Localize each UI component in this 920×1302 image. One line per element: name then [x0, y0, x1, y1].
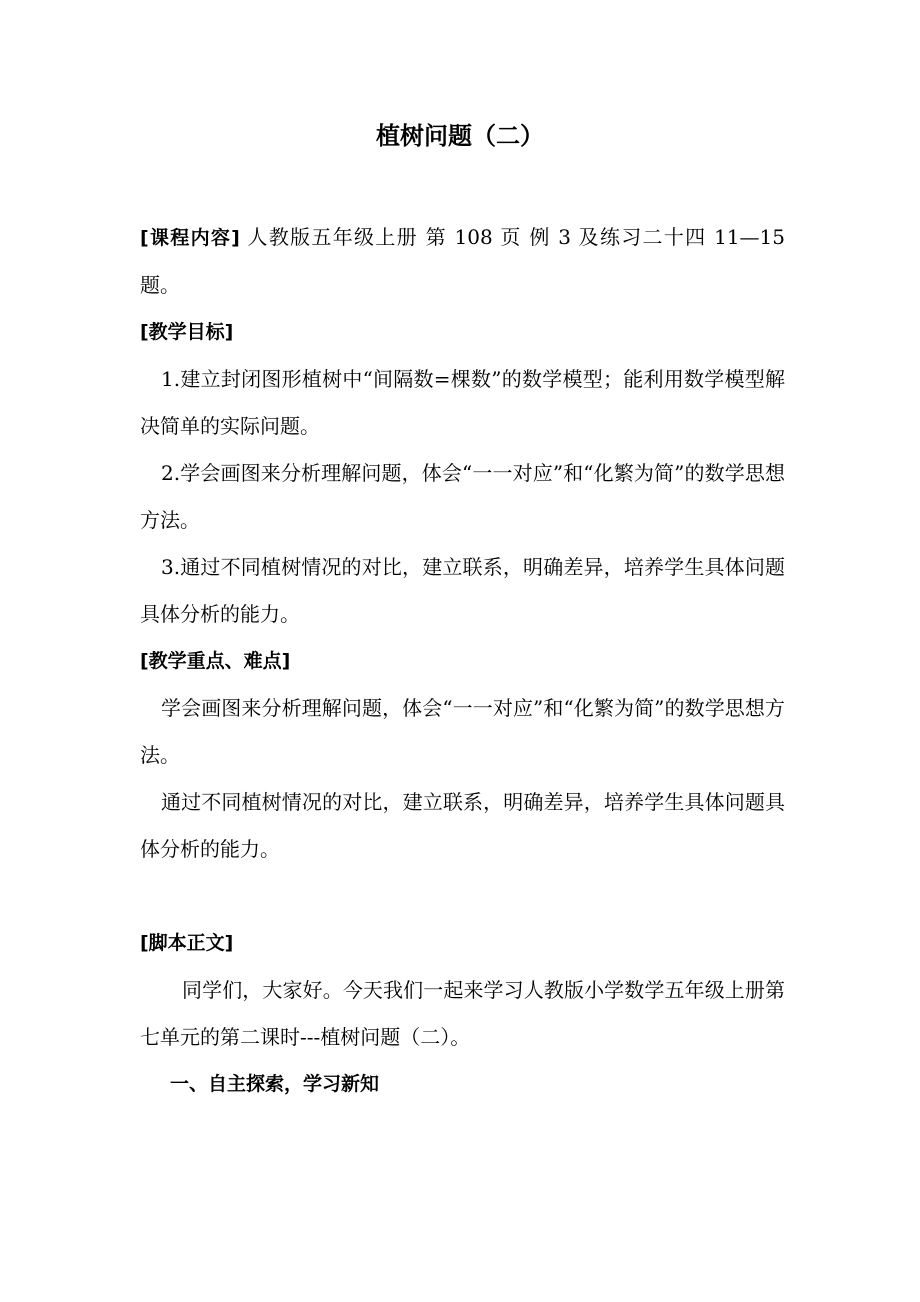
objective-item: 2.学会画图来分析理解问题，体会“一一对应”和“化繁为简”的数学思想方法。 [140, 461, 785, 532]
document-body [140, 214, 785, 1108]
focus-item: 通过不同植树情况的对比，建立联系，明确差异，培养学生具体问题具体分析的能力。 [140, 790, 785, 861]
focus-item: 学会画图来分析理解问题，体会“一一对应”和“化繁为简”的数学思想方法。 [140, 696, 785, 767]
document-title: 植树问题（二） [376, 122, 544, 150]
section-one-heading: 一、自主探索，学习新知 [170, 1073, 380, 1095]
spacer [140, 873, 785, 920]
script-heading: [脚本正文] [140, 932, 234, 954]
course-content-label: [课程内容] [140, 227, 240, 249]
script-intro-paragraph: 同学们，大家好。今天我们一起来学习人教版小学数学五年级上册第七单元的第二课时---植树问题（二）。 [140, 978, 785, 1049]
course-content-text: 人教版五年级上册 第 108 页 例 3 及练习二十四 11—15 题。 [140, 225, 785, 297]
objective-item: 1.建立封闭图形植树中“间隔数=棵数”的数学模型；能利用数学模型解决简单的实际问题。 [140, 367, 785, 438]
objective-item: 3.通过不同植树情况的对比，建立联系，明确差异，培养学生具体问题具体分析的能力。 [140, 555, 785, 626]
course-content-paragraph [140, 214, 785, 309]
objectives-heading: [教学目标] [140, 321, 234, 343]
focus-heading: [教学重点、难点] [140, 650, 291, 672]
